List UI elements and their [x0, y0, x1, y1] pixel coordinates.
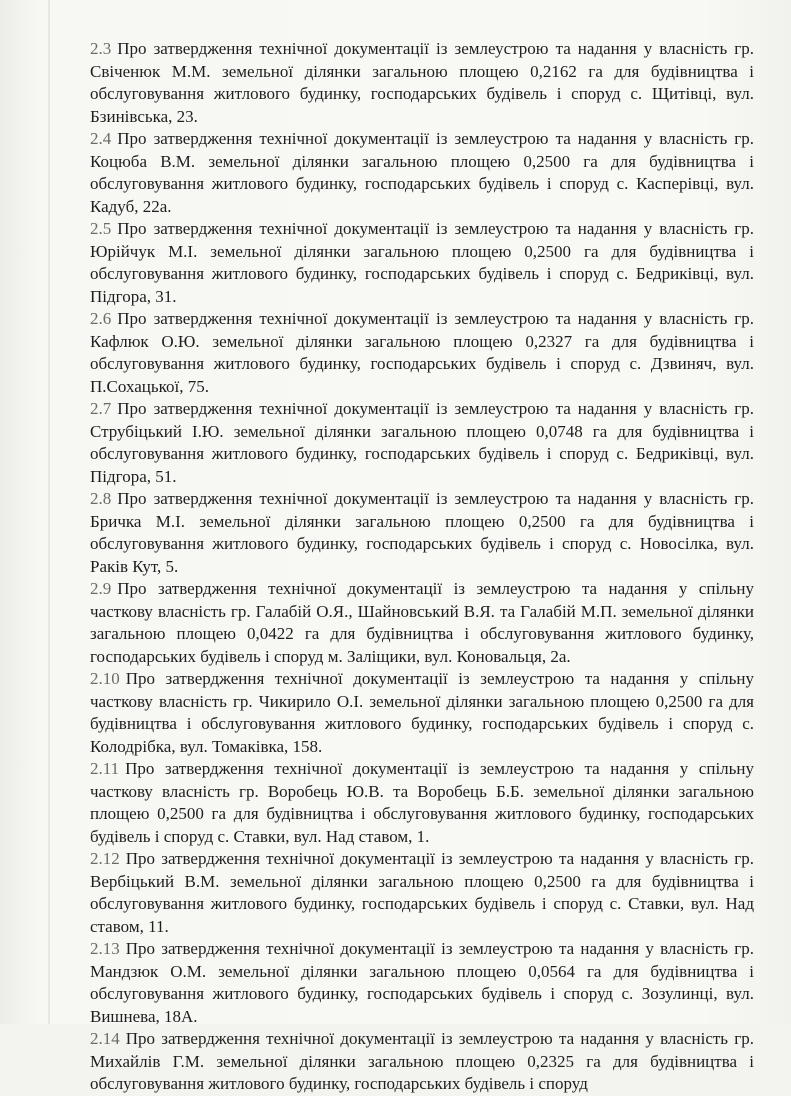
- scan-streak: [48, 0, 50, 1024]
- item-number: 2.13: [90, 939, 120, 958]
- list-item: [90, 848, 754, 938]
- item-number: 2.14: [90, 1029, 120, 1048]
- list-item: [90, 38, 754, 128]
- item-number: 2.6: [90, 309, 112, 328]
- list-item: [90, 398, 754, 488]
- item-text: Про затвердження технічної документації із землеустрою та надання у власність гр. Вербіцький В.М. земельної ділянки загальною площею 0,2500 га для будівництва і обслуговування житлового будинку, господарських будівель і споруд с. Ставки, вул. Над ставом, 11.: [90, 849, 754, 936]
- item-number: 2.9: [90, 579, 112, 598]
- item-text: Про затвердження технічної документації із землеустрою та надання у спільну часткову власність гр. Воробець Ю.В. та Воробець Б.Б. земельної ділянки загальною площею 0,2500 га для будівництва і обслуговування житлового будинку, господарських будівель і споруд с. Ставки, вул. Над ставом, 1.: [90, 759, 754, 846]
- item-text: Про затвердження технічної документації із землеустрою та надання у власність гр. Михайлів Г.М. земельної ділянки загальною площею 0,2325 га для будівництва і обслуговування житлового будинку, господарських будівель і споруд: [90, 1029, 754, 1093]
- item-text: Про затвердження технічної документації із землеустрою та надання у власність гр. Юрійчук М.І. земельної ділянки загальною площею 0,2500 га для будівництва і обслуговування житлового будинку, господарських будівель і споруд с. Бедриківці, вул. Підгора, 31.: [90, 219, 754, 306]
- list-item: [90, 758, 754, 848]
- item-text: Про затвердження технічної документації із землеустрою та надання у власність гр. Бричка М.І. земельної ділянки загальною площею 0,2500 га для будівництва і обслуговування житлового будинку, господарських будівель і споруд с. Новосілка, вул. Раків Кут, 5.: [90, 489, 754, 576]
- item-number: 2.3: [90, 39, 112, 58]
- item-text: Про затвердження технічної документації із землеустрою та надання у власність гр. Струбіцький І.Ю. земельної ділянки загальною площею 0,0748 га для будівництва і обслуговування житлового будинку, господарських будівель і споруд с. Бедриківці, вул. Підгора, 51.: [90, 399, 754, 486]
- list-item: [90, 578, 754, 668]
- item-number: 2.5: [90, 219, 112, 238]
- list-item: [90, 1028, 754, 1096]
- item-text: Про затвердження технічної документації із землеустрою та надання у власність гр. Кафлюк О.Ю. земельної ділянки загальною площею 0,2327 га для будівництва і обслуговування житлового будинку, господарських будівель і споруд с. Дзвиняч, вул. П.Сохацької, 75.: [90, 309, 754, 396]
- item-text: Про затвердження технічної документації із землеустрою та надання у спільну часткову власність гр. Галабій О.Я., Шайновський В.Я. та Галабій М.П. земельної ділянки загальною площею 0,0422 га для будівництва і обслуговування житлового будинку, господарських будівель і споруд м. Заліщики, вул. Коновальця, 2а.: [90, 579, 754, 666]
- list-item: [90, 218, 754, 308]
- item-number: 2.11: [90, 759, 120, 778]
- list-item: [90, 668, 754, 758]
- item-number: 2.4: [90, 129, 112, 148]
- document-body: [90, 38, 754, 1096]
- list-item: [90, 488, 754, 578]
- item-number: 2.12: [90, 849, 120, 868]
- item-text: Про затвердження технічної документації із землеустрою та надання у спільну часткову власність гр. Чикирило О.І. земельної ділянки загальною площею 0,2500 га для будівництва і обслуговування житлового будинку, господарських будівель і споруд с. Колодрібка, вул. Томаківка, 158.: [90, 669, 754, 756]
- list-item: [90, 938, 754, 1028]
- list-item: [90, 308, 754, 398]
- item-text: Про затвердження технічної документації із землеустрою та надання у власність гр. Свіченюк М.М. земельної ділянки загальною площею 0,2162 га для будівництва і обслуговування житлового будинку, господарських будівель і споруд с. Щитівці, вул. Бзинівська, 23.: [90, 39, 754, 126]
- item-number: 2.8: [90, 489, 112, 508]
- item-number: 2.7: [90, 399, 112, 418]
- item-text: Про затвердження технічної документації із землеустрою та надання у власність гр. Мандзюк О.М. земельної ділянки загальною площею 0,0564 га для будівництва і обслуговування житлового будинку, господарських будівель і споруд с. Зозулинці, вул. Вишнева, 18А.: [90, 939, 754, 1026]
- list-item: [90, 128, 754, 218]
- item-text: Про затвердження технічної документації із землеустрою та надання у власність гр. Коцюба В.М. земельної ділянки загальною площею 0,2500 га для будівництва і обслуговування житлового будинку, господарських будівель і споруд с. Касперівці, вул. Кадуб, 22а.: [90, 129, 754, 216]
- item-number: 2.10: [90, 669, 120, 688]
